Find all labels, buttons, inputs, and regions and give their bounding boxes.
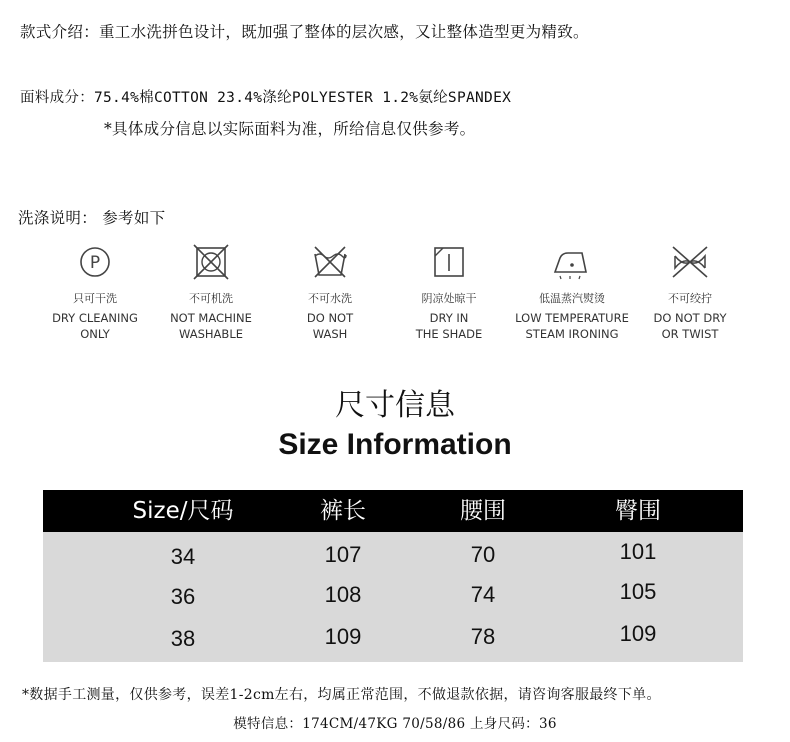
care-item-no-water-wash [265, 244, 395, 342]
cell-hip: 101 [619, 539, 657, 564]
size-table [43, 490, 743, 662]
care-item-dry-clean [30, 244, 160, 342]
cell-length: 107 [324, 542, 362, 567]
no-twist-icon [669, 244, 711, 280]
care-label-en: DRY CLEANING ONLY [52, 311, 138, 341]
fabric-note: *具体成分信息以实际面料为准，所给信息仅供参考。 [104, 120, 476, 138]
care-label-en: DRY IN THE SHADE [415, 311, 483, 341]
table-row [43, 534, 743, 576]
size-title-cn: 尺寸信息 [335, 388, 455, 423]
care-icons-row [30, 244, 760, 354]
care-label-en: DO NOT WASH [306, 311, 354, 341]
size-title-en: Size Information [278, 428, 512, 461]
care-label-en: LOW TEMPERATURE STEAM IRONING [515, 311, 629, 341]
care-label-en: NOT MACHINE WASHABLE [170, 311, 252, 341]
cell-hip: 105 [619, 579, 657, 604]
low-temp-iron-icon [552, 244, 592, 280]
care-label-en: DO NOT DRY OR TWIST [653, 311, 727, 341]
measurement-footnote: *数据手工测量，仅供参考，误差1-2cm左右，均属正常范围，不做退款依据，请咨询客服最终下单。 [22, 687, 661, 703]
cell-size: 36 [170, 584, 196, 609]
header-pants-length: 裤长 [320, 498, 366, 524]
cell-hip: 109 [619, 621, 657, 646]
fabric-composition: 面料成分：75.4%棉COTTON 23.4%涤纶POLYESTER 1.2%氨纶SPANDEX [20, 90, 512, 106]
care-item-low-temp-iron [507, 244, 637, 342]
care-item-no-machine-wash [146, 244, 276, 342]
dry-in-shade-icon [431, 244, 467, 280]
cell-length: 109 [324, 624, 362, 649]
dry-clean-p-icon [77, 244, 113, 280]
care-label-cn: 不可机洗 [189, 292, 233, 305]
cell-size: 34 [170, 544, 196, 569]
header-size: Size/尺码 [132, 498, 234, 524]
care-item-dry-in-shade [384, 244, 514, 342]
svg-text:P: P [89, 253, 101, 273]
style-description: 款式介绍：重工水洗拼色设计，既加强了整体的层次感，又让整体造型更为精致。 [20, 23, 589, 41]
washing-instructions-title: 洗涤说明： 参考如下 [18, 209, 166, 227]
care-label-cn: 低温蒸汽熨烫 [539, 292, 605, 305]
no-water-wash-icon [312, 244, 348, 280]
care-label-cn: 只可干洗 [73, 292, 117, 305]
care-item-no-twist [625, 244, 755, 342]
cell-waist: 74 [470, 582, 496, 607]
size-table-header [43, 490, 743, 532]
table-row [43, 574, 743, 616]
care-label-cn: 阴凉处晾干 [421, 292, 477, 305]
no-machine-wash-icon [193, 244, 229, 280]
cell-waist: 78 [470, 624, 496, 649]
cell-size: 38 [170, 626, 196, 651]
header-hip: 臀围 [615, 498, 661, 524]
table-row [43, 616, 743, 658]
model-info: 模特信息：174CM/47KG 70/58/86 上身尺码：36 [233, 716, 557, 732]
cell-waist: 70 [470, 542, 496, 567]
header-waist: 腰围 [460, 498, 506, 524]
care-label-cn: 不可绞拧 [668, 292, 712, 305]
care-label-cn: 不可水洗 [308, 292, 352, 305]
cell-length: 108 [324, 582, 362, 607]
